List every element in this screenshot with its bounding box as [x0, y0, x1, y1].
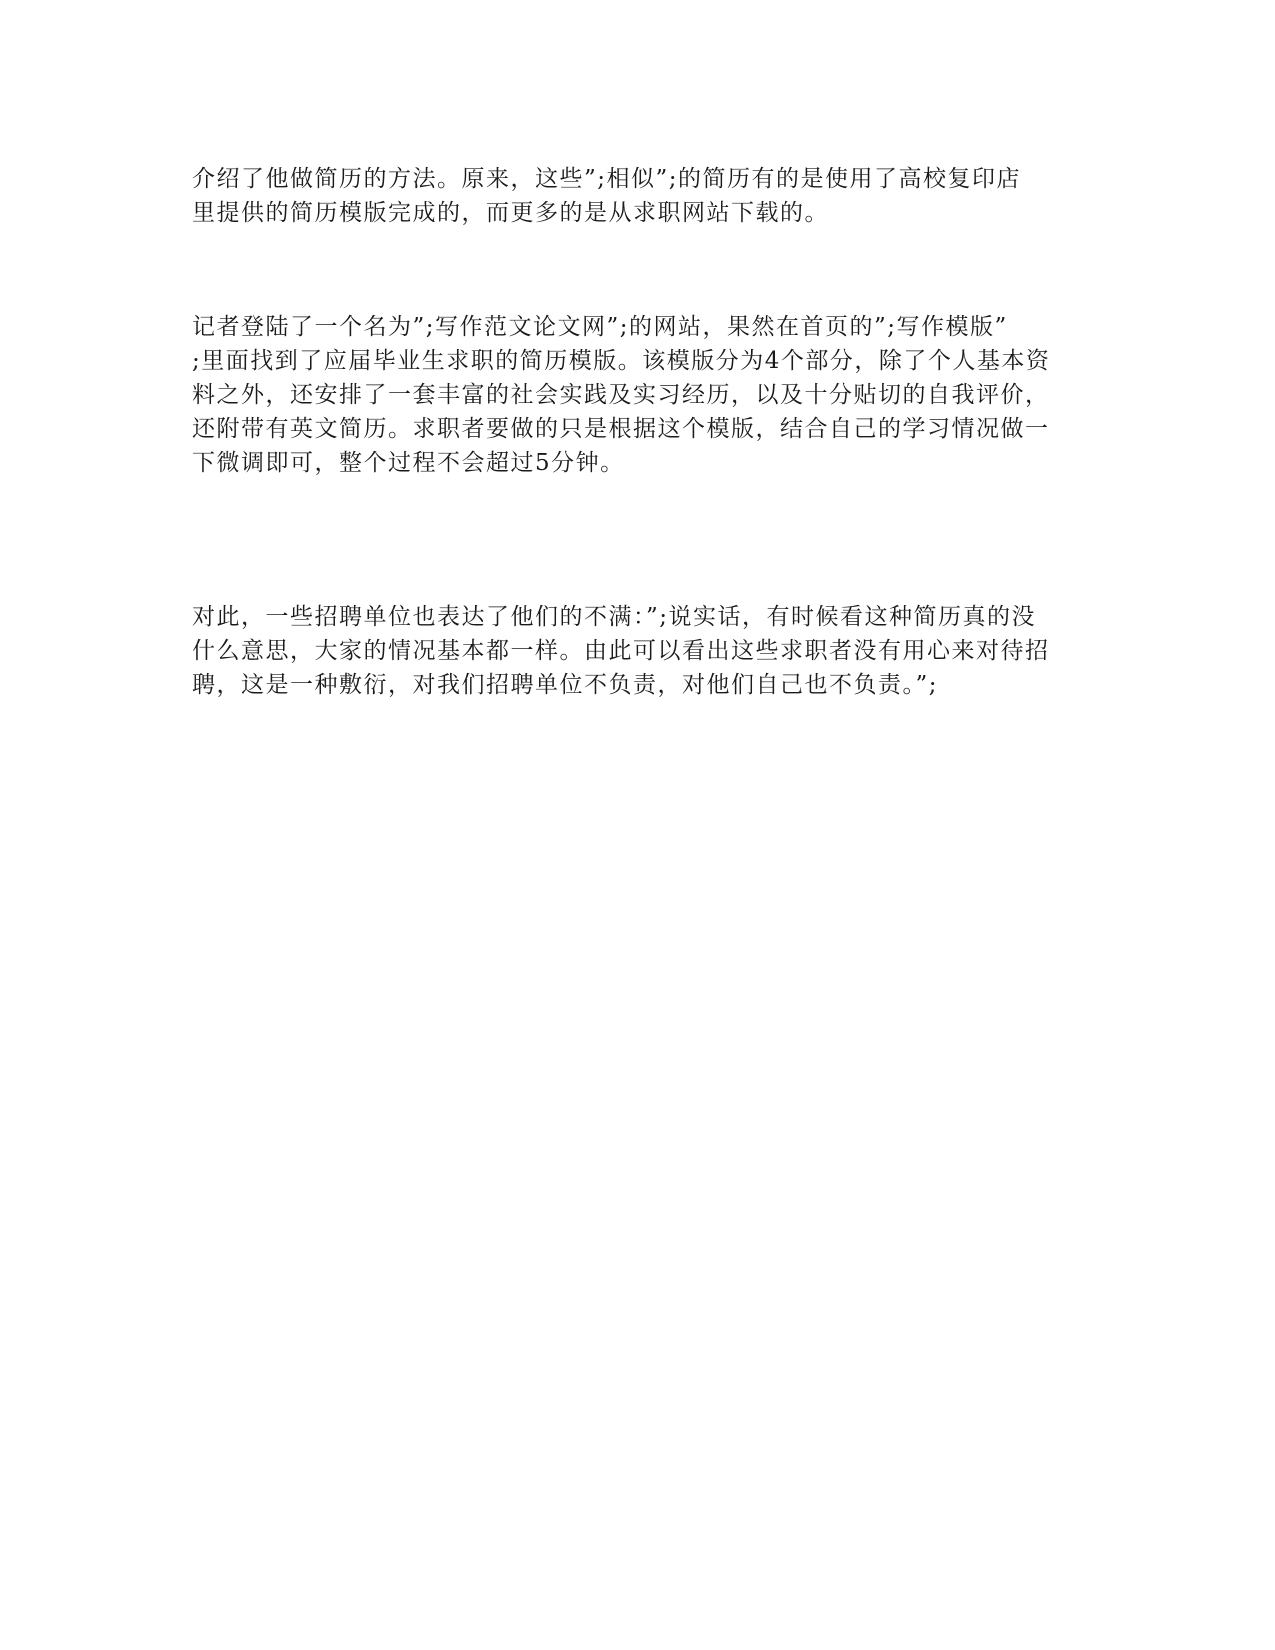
paragraph-line: 什么意思，大家的情况基本都一样。由此可以看出这些求职者没有用心来对待招: [192, 638, 1050, 664]
paragraph-line: 里提供的简历模版完成的，而更多的是从求职网站下载的。: [192, 200, 829, 226]
paragraph-line: 对此，一些招聘单位也表达了他们的不满：”;说实话，有时候看这种简历真的没: [192, 604, 1037, 630]
paragraph-1: [192, 162, 1082, 230]
paragraph-line: 介绍了他做简历的方法。原来，这些”;相似”;的简历有的是使用了高校复印店: [192, 166, 1022, 192]
paragraph-line: 聘，这是一种敷衍，对我们招聘单位不负责，对他们自己也不负责。”;: [192, 672, 939, 698]
paragraph-line: 料之外，还安排了一套丰富的社会实践及实习经历，以及十分贴切的自我评价，: [192, 382, 1050, 408]
paragraph-line: ;里面找到了应届毕业生求职的简历模版。该模版分为4个部分，除了个人基本资: [192, 348, 1051, 374]
paragraph-2: [192, 310, 1082, 480]
paragraph-line: 下微调即可，整个过程不会超过5分钟。: [192, 450, 625, 476]
paragraph-line: 还附带有英文简历。求职者要做的只是根据这个模版，结合自己的学习情况做一: [192, 416, 1050, 442]
paragraph-3: [192, 600, 1082, 702]
paragraph-line: 记者登陆了一个名为”;写作范文论文网”;的网站，果然在首页的”;写作模版”: [192, 314, 1008, 340]
